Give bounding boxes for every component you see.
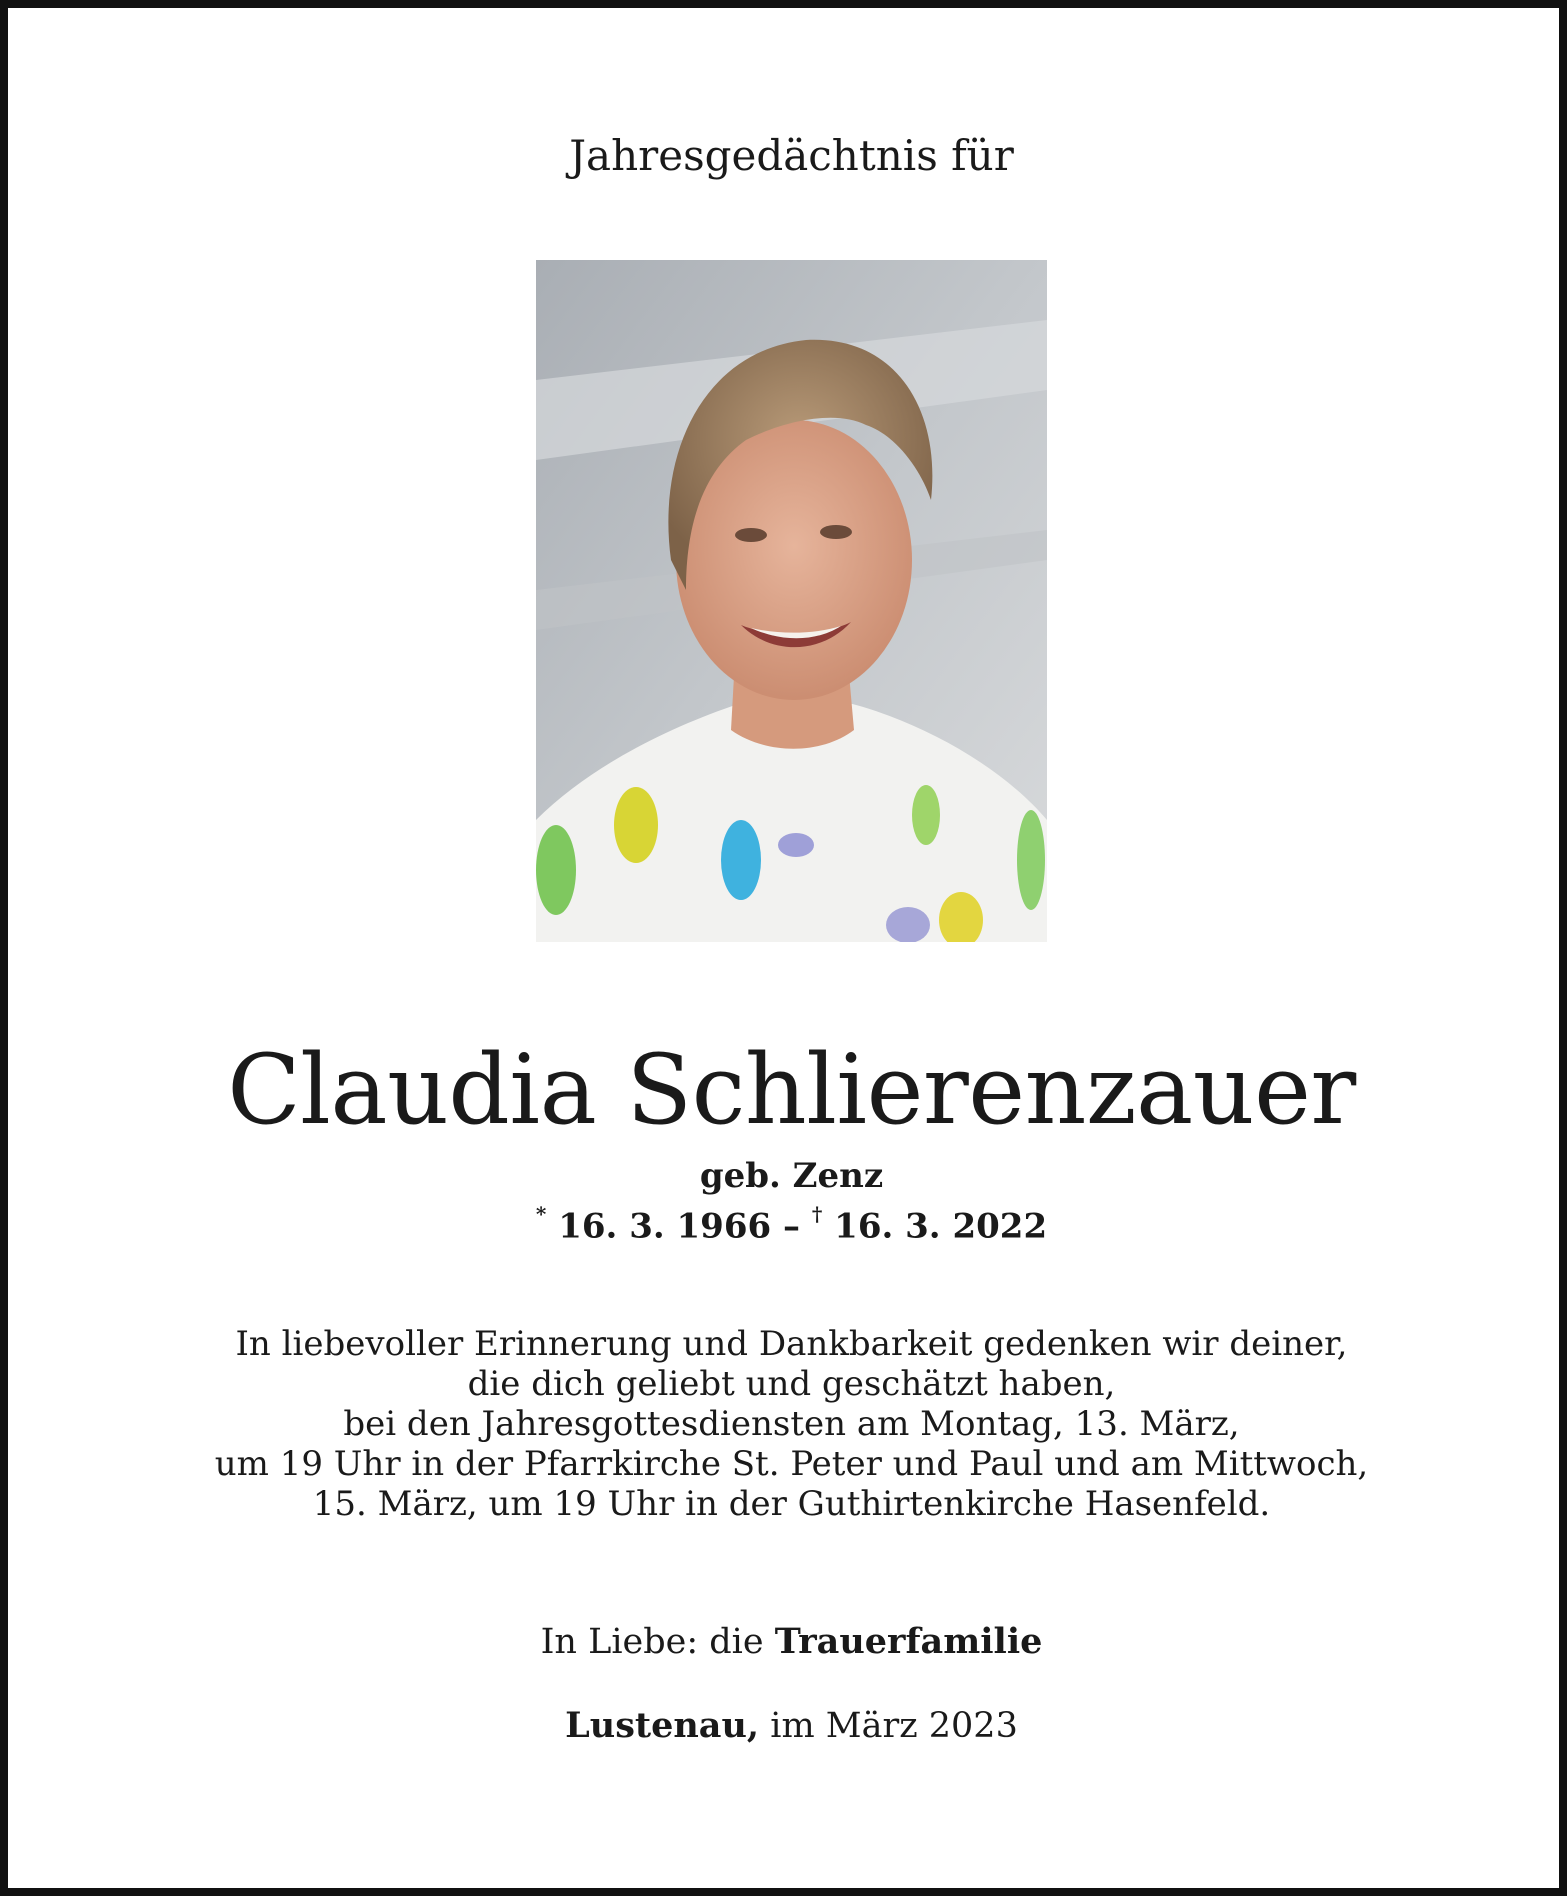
place-name: Lustenau, [565, 1705, 760, 1746]
maiden-name: geb. Zenz [699, 1156, 884, 1196]
notice-date: im März 2023 [770, 1706, 1018, 1746]
place-date [8, 1702, 1567, 1750]
portrait-photo [536, 260, 1047, 942]
message-line: die dich geliebt und geschätzt haben, [467, 1364, 1116, 1404]
memorial-message [8, 1324, 1567, 1524]
portrait-image [536, 260, 1047, 942]
message-line: bei den Jahresgottesdiensten am Montag, 13. März, [343, 1404, 1240, 1444]
signature [8, 1618, 1567, 1666]
message-line: In liebevoller Erinnerung und Dankbarkeit gedenken wir deiner, [235, 1324, 1348, 1364]
birth-symbol: * [535, 1202, 547, 1226]
signature-family: Trauerfamilie [774, 1621, 1043, 1662]
message-line: 15. März, um 19 Uhr in der Guthirtenkirche Hasenfeld. [312, 1484, 1271, 1524]
life-dates [8, 1196, 1567, 1248]
notice-heading: Jahresgedächtnis für [569, 131, 1014, 180]
signature-prefix: In Liebe: die [540, 1622, 764, 1662]
deceased-name: Claudia Schlierenzauer [227, 1034, 1356, 1146]
death-symbol: † [811, 1202, 823, 1226]
message-line: um 19 Uhr in der Pfarrkirche St. Peter und Paul und am Mittwoch, [214, 1444, 1369, 1484]
birth-date: 16. 3. 1966 [558, 1206, 772, 1247]
date-dash: – [783, 1206, 800, 1247]
death-date: 16. 3. 2022 [834, 1206, 1048, 1247]
